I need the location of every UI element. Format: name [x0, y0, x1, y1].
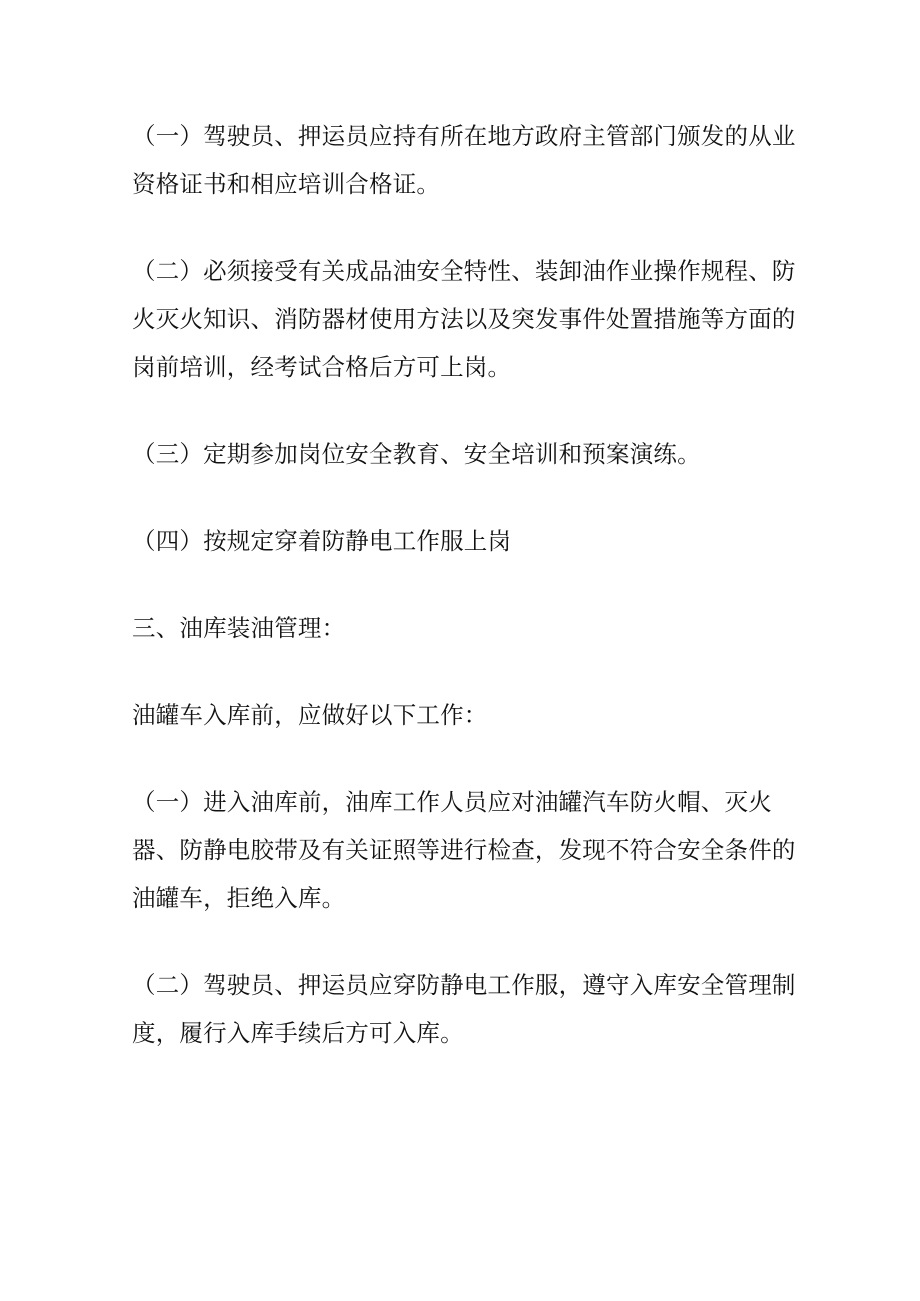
paragraph-line: （四）按规定穿着防静电工作服上岗 [132, 527, 512, 555]
paragraph-gap [132, 652, 788, 691]
paragraph-6 [132, 778, 796, 922]
paragraph-gap [132, 565, 788, 604]
paragraph-line: 火灭火知识、消防器材使用方法以及突发事件处置措施等方面的 [132, 305, 796, 333]
paragraph-line: 资格证书和相应培训合格证。 [132, 170, 441, 198]
paragraph-3 [132, 430, 788, 478]
paragraph-1 [132, 112, 796, 208]
paragraph-2 [132, 247, 796, 391]
paragraph-5 [132, 691, 788, 739]
paragraph-gap [132, 739, 788, 778]
paragraph-line: 三、油库装油管理： [132, 614, 346, 642]
section-heading [132, 604, 788, 652]
paragraph-line: （二）必须接受有关成品油安全特性、装卸油作业操作规程、防 [132, 257, 796, 285]
paragraph-line: 岗前培训，经考试合格后方可上岗。 [132, 353, 512, 381]
paragraph-line: （一）驾驶员、押运员应持有所在地方政府主管部门颁发的从业 [132, 122, 796, 150]
paragraph-line: 油罐车入库前，应做好以下工作： [132, 701, 488, 729]
paragraph-gap [132, 922, 788, 961]
paragraph-line: 器、防静电胶带及有关证照等进行检查，发现不符合安全条件的 [132, 836, 796, 864]
paragraph-line: （一）进入油库前，油库工作人员应对油罐汽车防火帽、灭火 [132, 788, 772, 816]
paragraph-line: （二）驾驶员、押运员应穿防静电工作服，遵守入库安全管理制 [132, 971, 796, 999]
paragraph-gap [132, 478, 788, 517]
paragraph-line: 油罐车，拒绝入库。 [132, 884, 346, 912]
paragraph-gap [132, 208, 788, 247]
paragraph-4 [132, 517, 788, 565]
paragraph-7 [132, 961, 796, 1057]
document-body [132, 112, 796, 1057]
paragraph-line: （三）定期参加岗位安全教育、安全培训和预案演练。 [132, 440, 701, 468]
paragraph-line: 度，履行入库手续后方可入库。 [132, 1019, 464, 1047]
paragraph-gap [132, 391, 788, 430]
